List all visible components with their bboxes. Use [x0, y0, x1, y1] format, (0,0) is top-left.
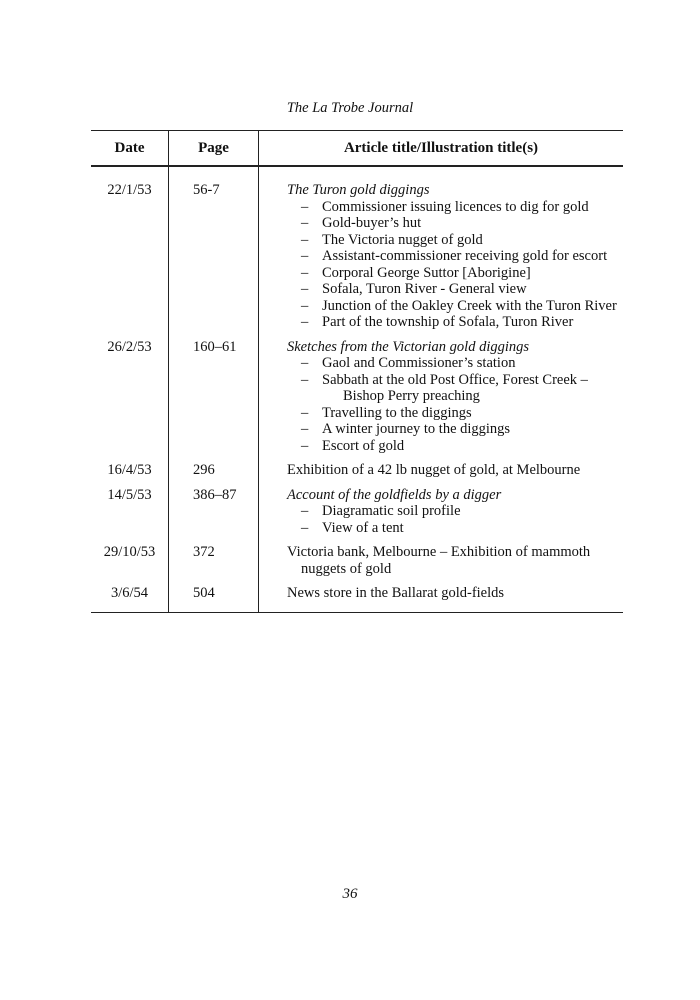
table-row — [91, 167, 623, 334]
dash-bullet: – — [301, 215, 309, 231]
illustration-title: Sabbath at the old Post Office, Forest Creek – Bishop Perry preaching — [322, 371, 588, 404]
table-row — [91, 482, 623, 540]
dash-bullet: – — [301, 297, 309, 314]
table-row — [91, 334, 623, 458]
illustration-title: The Victoria nugget of gold — [322, 231, 483, 248]
illustration-title: Sofala, Turon River - General view — [322, 281, 527, 297]
illustration-item — [287, 372, 623, 405]
illustration-item — [287, 355, 623, 372]
illustration-item — [287, 298, 623, 315]
illustration-item — [287, 281, 623, 298]
article-title: The Turon gold diggings — [287, 182, 430, 198]
row-page: 56-7 — [169, 167, 259, 334]
row-title-cell — [259, 482, 623, 540]
row-title-cell — [259, 457, 623, 482]
row-page: 160–61 — [169, 334, 259, 458]
running-head: The La Trobe Journal — [286, 100, 414, 116]
page-column-header: Page — [169, 131, 259, 165]
dash-bullet: – — [301, 519, 309, 536]
row-title-cell — [259, 539, 623, 580]
illustration-item — [287, 405, 623, 422]
illustration-item — [287, 421, 623, 438]
illustration-title: Junction of the Oakley Creek with the Turon River — [322, 297, 617, 314]
table-row — [91, 457, 623, 482]
illustration-title: A winter journey to the diggings — [322, 421, 511, 437]
title-column-header: Article title/Illustration title(s) — [343, 139, 539, 156]
table-row — [91, 539, 623, 580]
article-title: Victoria bank, Melbourne – Exhibition of mammoth nuggets of gold — [287, 544, 591, 577]
dash-bullet: – — [301, 281, 309, 297]
illustration-list — [287, 503, 623, 536]
row-date: 26/2/53 — [91, 334, 169, 458]
illustration-list — [287, 355, 623, 454]
illustration-title: Diagramatic soil profile — [322, 503, 461, 519]
illustration-title: Travelling to the diggings — [322, 404, 472, 421]
row-page: 372 — [169, 539, 259, 580]
illustration-item — [287, 248, 623, 265]
illustration-title: Escort of gold — [322, 437, 405, 454]
dash-bullet: – — [301, 231, 309, 248]
illustration-item — [287, 215, 623, 232]
illustration-item — [287, 265, 623, 282]
row-page: 296 — [169, 457, 259, 482]
illustration-title: View of a tent — [322, 519, 404, 536]
date-column-header: Date — [91, 131, 169, 165]
row-page: 386–87 — [169, 482, 259, 540]
dash-bullet: – — [301, 264, 309, 281]
article-title: News store in the Ballarat gold-fields — [287, 585, 505, 601]
illustration-item — [287, 520, 623, 537]
table-header — [91, 131, 623, 167]
article-title: Sketches from the Victorian gold diggings — [287, 338, 530, 355]
dash-bullet: – — [301, 503, 309, 519]
dash-bullet: – — [301, 198, 309, 215]
row-date: 16/4/53 — [91, 457, 169, 482]
illustration-title: Gold-buyer’s hut — [322, 215, 422, 231]
row-date: 22/1/53 — [91, 167, 169, 334]
article-title: Exhibition of a 42 lb nugget of gold, at Melbourne — [287, 462, 581, 478]
row-title-cell — [259, 580, 623, 612]
illustration-title: Commissioner issuing licences to dig for gold — [322, 198, 589, 215]
dash-bullet: – — [301, 355, 309, 371]
table-body — [91, 167, 623, 612]
dash-bullet: – — [301, 314, 309, 330]
illustration-item — [287, 438, 623, 455]
row-date: 3/6/54 — [91, 580, 169, 612]
illustrations-table — [91, 130, 623, 613]
illustration-item — [287, 232, 623, 249]
dash-bullet: – — [301, 371, 309, 388]
dash-bullet: – — [301, 248, 309, 264]
row-title-cell — [259, 167, 623, 334]
table-row — [91, 580, 623, 612]
article-title: Account of the goldfields by a digger — [287, 486, 502, 503]
dash-bullet: – — [301, 404, 309, 421]
illustration-title: Part of the township of Sofala, Turon River — [322, 314, 574, 330]
illustration-title: Assistant-commissioner receiving gold for escort — [322, 248, 608, 264]
row-page: 504 — [169, 580, 259, 612]
page-number: 36 — [342, 886, 358, 902]
row-title-cell — [259, 334, 623, 458]
illustration-title: Gaol and Commissioner’s station — [322, 355, 516, 371]
illustration-title: Corporal George Suttor [Aborigine] — [322, 264, 531, 281]
row-date: 14/5/53 — [91, 482, 169, 540]
illustration-list — [287, 199, 623, 331]
dash-bullet: – — [301, 421, 309, 437]
row-date: 29/10/53 — [91, 539, 169, 580]
illustration-item — [287, 503, 623, 520]
illustration-item — [287, 314, 623, 331]
illustration-item — [287, 199, 623, 216]
dash-bullet: – — [301, 437, 309, 454]
